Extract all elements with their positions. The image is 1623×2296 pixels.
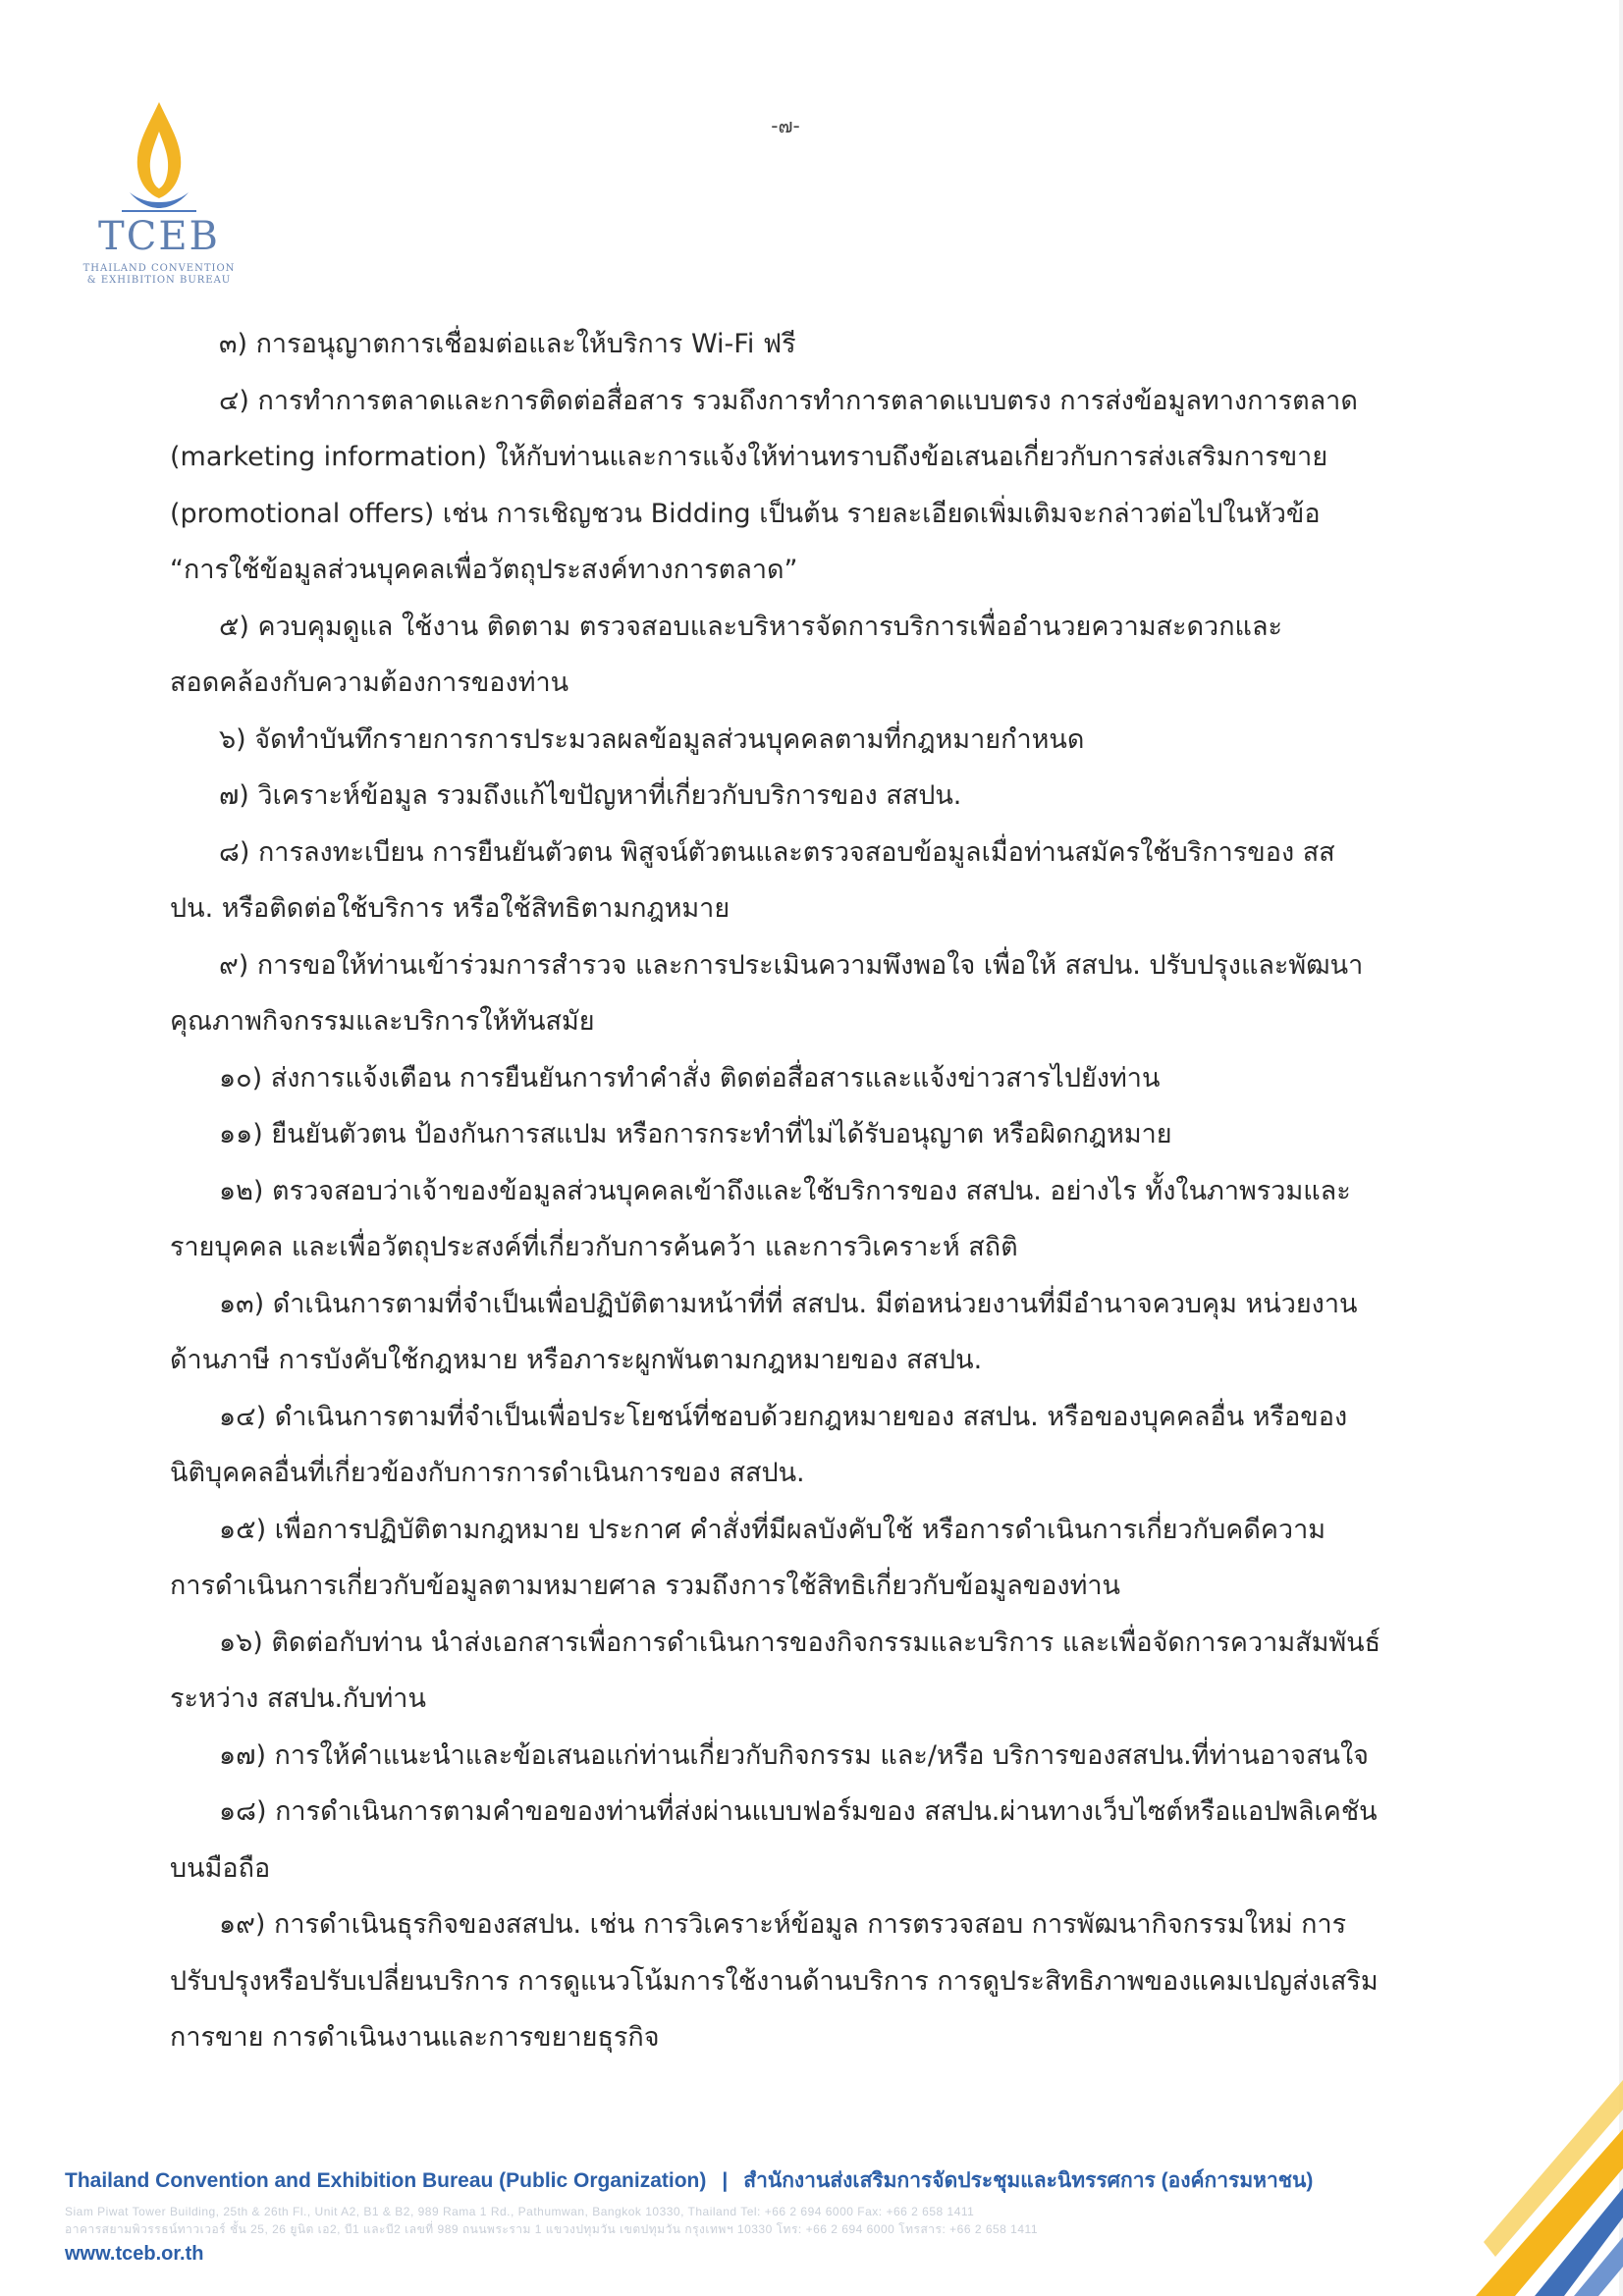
list-item-continuation: ระหว่าง สสปน.กับท่าน (170, 1683, 426, 1714)
list-item-first-line: ๓) การอนุญาตการเชื่อมต่อและให้บริการ Wi-Fi ฟรี (219, 329, 796, 359)
footer-org-th: สำนักงานส่งเสริมการจัดประชุมและนิทรรศการ (องค์การมหาชน) (743, 2169, 1314, 2192)
list-item (170, 1784, 1405, 1896)
list-item-first-line: ๑๙) การดำเนินธุรกิจของสสปน. เช่น การวิเคราะห์ข้อมูล การตรวจสอบ การพัฒนากิจกรรมใหม่ การ (219, 1909, 1347, 1940)
list-item-first-line: ๑๓) ดำเนินการตามที่จำเป็นเพื่อปฏิบัติตามหน้าที่ที่ สสปน. มีต่อหน่วยงานที่มีอำนาจควบคุม หน่วยงาน (219, 1288, 1358, 1319)
list-item (170, 1163, 1405, 1276)
list-item (170, 1502, 1405, 1615)
footer-separator: | (722, 2169, 729, 2192)
list-item (170, 1728, 1405, 1785)
list-item-continuation: คุณภาพกิจกรรมและบริการให้ทันสมัย (170, 1006, 595, 1037)
list-item-continuation: (marketing information) ให้กับท่านและการแจ้งให้ท่านทราบถึงข้อเสนอเกี่ยวกับการส่งเสริมการขาย (170, 442, 1328, 472)
list-item-first-line: ๕) ควบคุมดูแล ใช้งาน ติดตาม ตรวจสอบและบริหารจัดการบริการเพื่ออำนวยความสะดวกและ (219, 611, 1283, 642)
list-item-first-line: ๘) การลงทะเบียน การยืนยันตัวตน พิสูจน์ตัวตนและตรวจสอบข้อมูลเมื่อท่านสมัครใช้บริการของ สส (219, 836, 1335, 868)
page-edge (1619, 0, 1623, 2296)
list-item (170, 599, 1405, 712)
list-item-first-line: ๗) วิเคราะห์ข้อมูล รวมถึงแก้ไขปัญหาที่เกี่ยวกับบริการของ สสปน. (219, 780, 962, 811)
list-item-continuation: รายบุคคล และเพื่อวัตถุประสงค์ที่เกี่ยวกับการค้นคว้า และการวิเคราะห์ สถิติ (170, 1232, 1018, 1262)
list-item (170, 1050, 1405, 1107)
list-item (170, 1106, 1405, 1163)
list-item (170, 712, 1405, 769)
list-item (170, 1389, 1405, 1502)
footer-address-th: อาคารสยามพิวรรธน์ทาวเวอร์ ชั้น 25, 26 ยูนิต เอ2, บี1 และบี2 เลขที่ 989 ถนนพระราม 1 แขวงปทุมวัน เขตปทุมวัน กรุงเทพฯ 10330 โทร: +66 2 694 6000 โทรสาร: +66 2 658 1411 (65, 2222, 1038, 2236)
list-item-continuation: ด้านภาษี การบังคับใช้กฎหมาย หรือภาระผูกพันตามกฎหมายของ สสปน. (170, 1345, 983, 1375)
list-item-continuation: ปน. หรือติดต่อใช้บริการ หรือใช้สิทธิตามกฎหมาย (170, 893, 730, 924)
logo-subtitle-2: & EXHIBITION BUREAU (86, 275, 232, 286)
list-item-first-line: ๑๒) ตรวจสอบว่าเจ้าของข้อมูลส่วนบุคคลเข้าถึงและใช้บริการของ สสปน. อย่างไร ทั้งในภาพรวมและ (219, 1175, 1351, 1206)
list-item (170, 1896, 1405, 2066)
list-item-continuation: สอดคล้องกับความต้องการของท่าน (170, 667, 569, 698)
list-item-first-line: ๑๕) เพื่อการปฏิบัติตามกฎหมาย ประกาศ คำสั่งที่มีผลบังคับใช้ หรือการดำเนินการเกี่ยวกับคดีความ (219, 1514, 1326, 1545)
list-item-first-line: ๑๑) ยืนยันตัวตน ป้องกันการสแปม หรือการกระทำที่ไม่ได้รับอนุญาต หรือผิดกฎหมาย (219, 1119, 1172, 1149)
list-item-continuation: ปรับปรุงหรือปรับเปลี่ยนบริการ การดูแนวโน้มการใช้งานด้านบริการ การดูประสิทธิภาพของแคมเปญส่งเสริม (170, 1965, 1379, 1997)
list-item-first-line: ๑๐) ส่งการแจ้งเตือน การยืนยันการทำคำสั่ง ติดต่อสื่อสารและแจ้งข่าวสารไปยังท่าน (219, 1062, 1161, 1094)
list-item (170, 1615, 1405, 1728)
page-number: -๗- (771, 114, 800, 137)
logo-wordmark: TCEB (98, 214, 220, 259)
corner-decoration (1476, 2041, 1623, 2296)
list-item (170, 1276, 1405, 1389)
list-item-continuation: นิติบุคคลอื่นที่เกี่ยวข้องกับการการดำเนินการของ สสปน. (170, 1458, 805, 1488)
list-item-first-line: ๔) การทำการตลาดและการติดต่อสื่อสาร รวมถึงการทำการตลาดแบบตรง การส่งข้อมูลทางการตลาด (219, 385, 1358, 416)
list-item (170, 825, 1405, 937)
list-item-first-line: ๙) การขอให้ท่านเข้าร่วมการสำรวจ และการประเมินความพึงพอใจ เพื่อให้ สสปน. ปรับปรุงและพัฒนา (219, 949, 1364, 981)
footer-org-names (65, 2164, 1439, 2197)
footer-website-link[interactable]: www.tceb.or.th (65, 2243, 204, 2265)
footer-address-en: Siam Piwat Tower Building, 25th & 26th Fl., Unit A2, B1 & B2, 989 Rama 1 Rd., Pathumwan, Bangkok 10330, Thailand Tel: +66 2 694 6000 Fax: +66 2 658 1411 (65, 2205, 975, 2218)
list-item-first-line: ๖) จัดทำบันทึกรายการการประมวลผลข้อมูลส่วนบุคคลตามที่กฎหมายกำหนด (219, 723, 1085, 755)
list-item-continuation: “การใช้ข้อมูลส่วนบุคคลเพื่อวัตถุประสงค์ทางการตลาด” (170, 555, 798, 585)
page-footer (65, 2164, 1439, 2266)
list-item (170, 937, 1405, 1050)
logo-subtitle-1: THAILAND CONVENTION (82, 263, 236, 274)
list-item-first-line: ๑๔) ดำเนินการตามที่จำเป็นเพื่อประโยชน์ที่ชอบด้วยกฎหมายของ สสปน. หรือของบุคคลอื่น หรือของ (219, 1401, 1348, 1432)
list-item (170, 316, 1405, 373)
list-item (170, 373, 1405, 599)
footer-org-en: Thailand Convention and Exhibition Bureau (Public Organization) (65, 2169, 707, 2192)
document-body (170, 316, 1405, 2066)
list-item-first-line: ๑๘) การดำเนินการตามคำขอของท่านที่ส่งผ่านแบบฟอร์มของ สสปน.ผ่านทางเว็บไซต์หรือแอปพลิเคชัน (219, 1796, 1378, 1827)
list-item (170, 768, 1405, 825)
list-item-first-line: ๑๖) ติดต่อกับท่าน นำส่งเอกสารเพื่อการดำเนินการของกิจกรรมและบริการ และเพื่อจัดการความสัมพันธ์ (219, 1627, 1381, 1658)
list-item-continuation: การขาย การดำเนินงานและการขยายธุรกิจ (170, 2022, 660, 2053)
list-item-continuation: การดำเนินการเกี่ยวกับข้อมูลตามหมายศาล รวมถึงการใช้สิทธิเกี่ยวกับข้อมูลของท่าน (170, 1571, 1121, 1601)
list-item-first-line: ๑๗) การให้คำแนะนำและข้อเสนอแก่ท่านเกี่ยวกับกิจกรรม และ/หรือ บริการของสสปน.ที่ท่านอาจสนใจ (219, 1739, 1370, 1771)
list-item-continuation: (promotional offers) เช่น การเชิญชวน Bidding เป็นต้น รายละเอียดเพิ่มเติมจะกล่าวต่อไปในหัวข้อ (170, 498, 1321, 529)
list-item-continuation: บนมือถือ (170, 1852, 271, 1884)
